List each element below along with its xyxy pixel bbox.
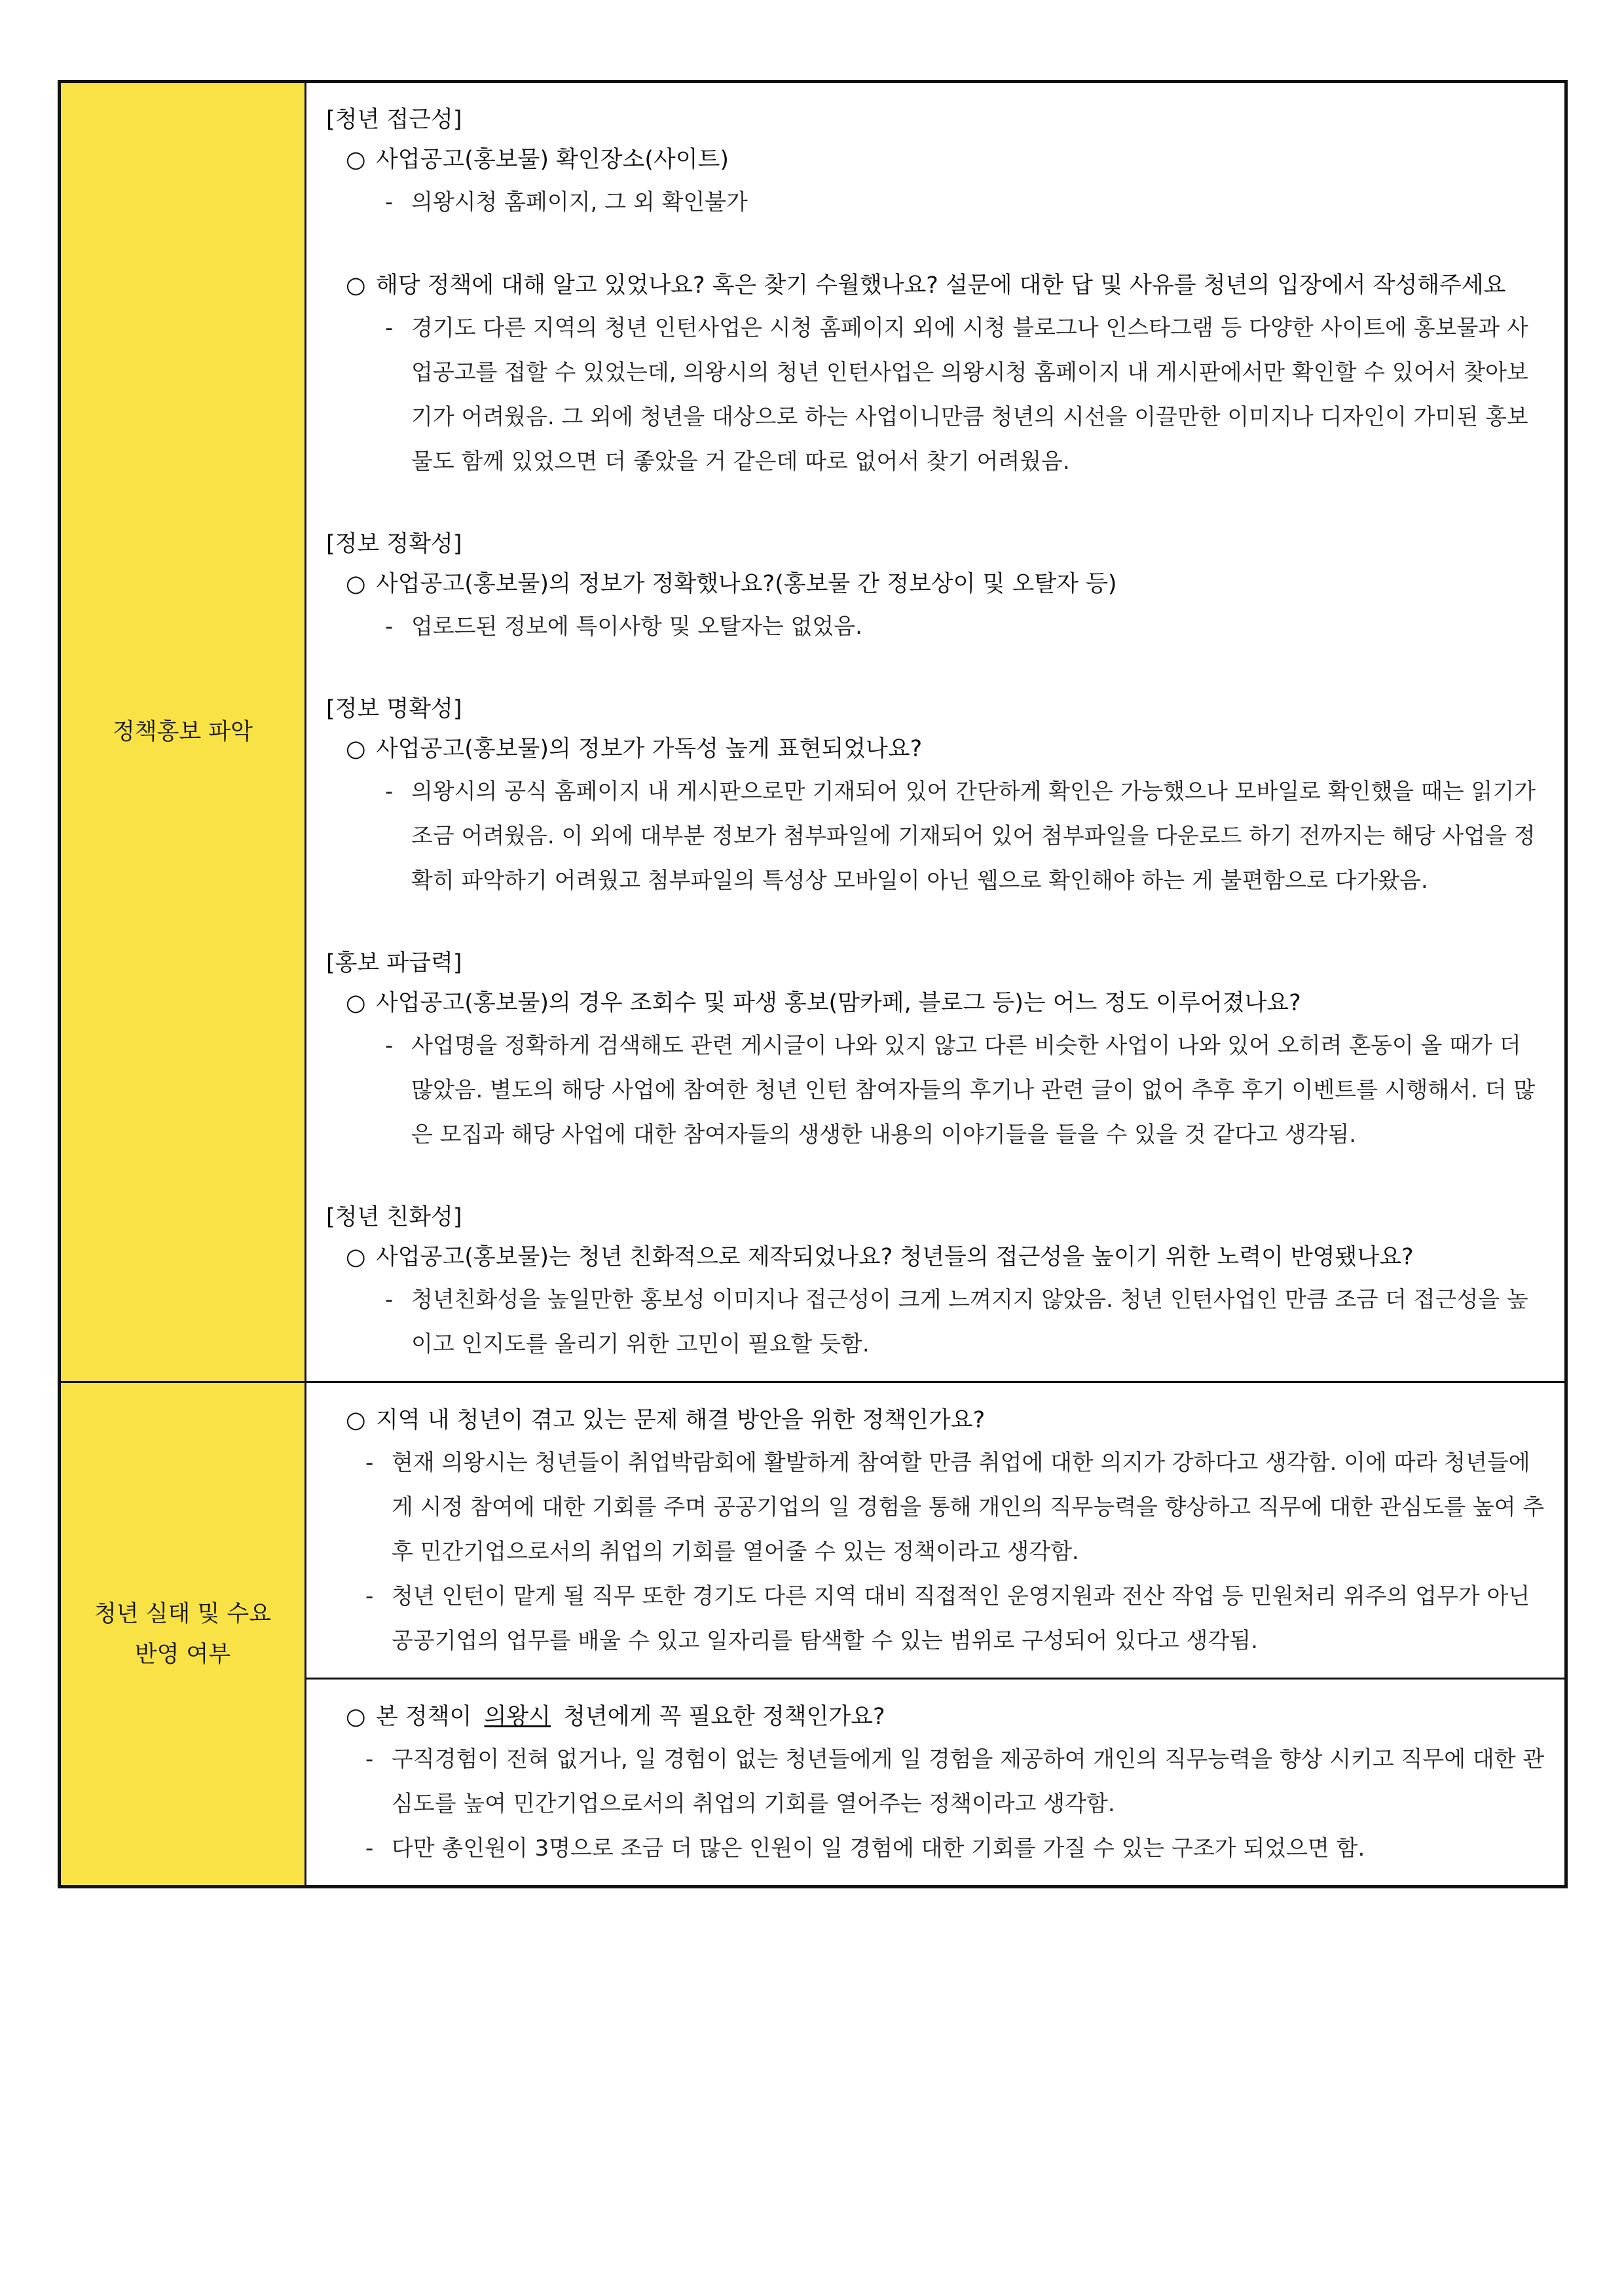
- evaluation-form: [58, 80, 1568, 1888]
- dash-bullet: -: [365, 1583, 374, 1609]
- promo-label: 정책홍보 파악: [113, 719, 253, 745]
- answer-item: [385, 1023, 1545, 1157]
- question-item: [346, 1237, 1545, 1277]
- circle-bullet-icon: ○: [346, 1704, 366, 1730]
- answer-text: 사업명을 정확하게 검색해도 관련 게시글이 나와 있지 않고 다른 비슷한 사업이 나와 있어 오히려 혼동이 올 때가 더 많았음. 별도의 해당 사업에 참여한 청년 인턴 참여자들의 후기나 관련 글이 없어 추후 후기 이벤트를 시행해서. 더 많은 모집과 해당 사업에 대한 참여자들의 생생한 내용의 이야기들을 들을 수 있을 것 같다고 생각됨.: [411, 1033, 1536, 1148]
- answer-text: 경기도 다른 지역의 청년 인턴사업은 시청 홈페이지 외에 시청 블로그나 인스타그램 등 다양한 사이트에 홍보물과 사업공고를 접할 수 있었는데, 의왕시의 청년 인턴사업은 의왕시청 홈페이지 내 게시판에서만 확인할 수 있어서 찾아보기가 어려웠음. 그 외에 청년을 대상으로 하는 사업이니만큼 청년의 시선을 이끌만한 이미지나 디자인이 가미된 홍보물도 함께 있었으면 더 좋았을 거 같은데 따로 없어서 찾기 어려웠음.: [411, 315, 1528, 475]
- question-prefix: 본 정책이: [376, 1704, 472, 1730]
- question-item: [346, 139, 1545, 180]
- demand-part1-cell: [306, 1382, 1566, 1679]
- dash-bullet: -: [385, 189, 394, 215]
- demand-label-line1: 청년 실태 및 수요: [94, 1600, 272, 1627]
- dash-bullet: -: [365, 1450, 374, 1476]
- answer-text: 의왕시의 공식 홈페이지 내 게시판으로만 기재되어 있어 간단하게 확인은 가능했으나 모바일로 확인했을 때는 읽기가 조금 어려웠음. 이 외에 대부분 정보가 첨부파일에 기재되어 있어 첨부파일을 다운로드 하기 전까지는 해당 사업을 정확히 파악하기 어려웠고 첨부파일의 특성상 모바일이 아닌 웹으로 확인해야 하는 게 불편함으로 다가왔음.: [411, 779, 1536, 894]
- section-title-friendliness: [청년 친화성]: [326, 1204, 462, 1230]
- dash-bullet: -: [385, 614, 394, 640]
- question-text: 사업공고(홍보물)의 경우 조회수 및 파생 홍보(맘카페, 블로그 등)는 어느 정도 이루어졌나요?: [376, 990, 1301, 1016]
- circle-bullet-icon: ○: [346, 1244, 366, 1270]
- demand-label-line2: 반영 여부: [134, 1641, 231, 1668]
- dash-bullet: -: [385, 1287, 394, 1313]
- demand-row-1: [60, 1382, 1566, 1679]
- question-item: [346, 1400, 1545, 1441]
- demand-label-cell: [60, 1382, 306, 1887]
- section-title-reach: [홍보 파급력]: [326, 950, 462, 976]
- question-item: [346, 983, 1545, 1023]
- answer-item: [385, 769, 1545, 903]
- question-text: 사업공고(홍보물)의 정보가 정확했나요?(홍보물 간 정보상이 및 오탈자 등): [376, 571, 1117, 597]
- answer-item: [385, 1277, 1545, 1367]
- question-item: [346, 564, 1545, 604]
- question-item: [346, 1697, 1545, 1737]
- circle-bullet-icon: ○: [346, 272, 366, 299]
- dash-bullet: -: [365, 1835, 374, 1862]
- question-text: 해당 정책에 대해 알고 있었나요? 혹은 찾기 수월했나요? 설문에 대한 답 및 사유를 청년의 입장에서 작성해주세요: [376, 272, 1506, 299]
- section-title-clarity: [정보 명확성]: [326, 696, 462, 722]
- dash-bullet: -: [385, 779, 394, 805]
- answer-text: 업로드된 정보에 특이사항 및 오탈자는 없었음.: [411, 614, 862, 640]
- answer-item: [365, 1737, 1545, 1826]
- question-item: [346, 265, 1545, 306]
- circle-bullet-icon: ○: [346, 147, 366, 173]
- evaluation-table: [58, 80, 1568, 1888]
- dash-bullet: -: [365, 1746, 374, 1772]
- dash-bullet: -: [385, 1033, 394, 1059]
- question-text: 사업공고(홍보물) 확인장소(사이트): [376, 147, 729, 173]
- answer-text: 구직경험이 전혀 없거나, 일 경험이 없는 청년들에게 일 경험을 제공하여 개인의 직무능력을 향상 시키고 직무에 대한 관심도를 높여 민간기업으로서의 취업의 기회를 열어주는 정책이라고 생각함.: [392, 1746, 1545, 1817]
- circle-bullet-icon: ○: [346, 571, 366, 597]
- question-suffix: 청년에게 꼭 필요한 정책인가요?: [563, 1704, 885, 1730]
- region-fill-in: 의왕시: [484, 1704, 551, 1730]
- demand-part2-cell: [306, 1679, 1566, 1887]
- answer-item: [365, 1574, 1545, 1663]
- promo-label-cell: [60, 82, 306, 1382]
- answer-text: 청년 인턴이 맡게 될 직무 또한 경기도 다른 지역 대비 직접적인 운영지원과 전산 작업 등 민원처리 위주의 업무가 아닌 공공기업의 업무를 배울 수 있고 일자리를 탐색할 수 있는 범위로 구성되어 있다고 생각됨.: [392, 1583, 1530, 1654]
- dash-bullet: -: [385, 315, 394, 341]
- answer-text: 청년친화성을 높일만한 홍보성 이미지나 접근성이 크게 느껴지지 않았음. 청년 인턴사업인 만큼 조금 더 접근성을 높이고 인지도를 올리기 위한 고민이 필요할 듯함.: [411, 1287, 1528, 1357]
- answer-item: [385, 604, 1545, 649]
- answer-text: 다만 총인원이 3명으로 조금 더 많은 인원이 일 경험에 대한 기회를 가질 수 있는 구조가 되었으면 함.: [392, 1835, 1365, 1862]
- section-title-accessibility: [청년 접근성]: [326, 107, 462, 133]
- question-item: [346, 729, 1545, 769]
- answer-item: [365, 1441, 1545, 1574]
- circle-bullet-icon: ○: [346, 736, 366, 762]
- circle-bullet-icon: ○: [346, 1407, 366, 1433]
- question-text: 지역 내 청년이 겪고 있는 문제 해결 방안을 위한 정책인가요?: [376, 1407, 986, 1433]
- answer-text: 현재 의왕시는 청년들이 취업박람회에 활발하게 참여할 만큼 취업에 대한 의지가 강하다고 생각함. 이에 따라 청년들에게 시정 참여에 대한 기회를 주며 공공기업의 일 경험을 통해 개인의 직무능력을 향상하고 직무에 대한 관심도를 높여 추후 민간기업으로서의 취업의 기회를 열어줄 수 있는 정책이라고 생각함.: [392, 1450, 1545, 1565]
- question-text: 사업공고(홍보물)는 청년 친화적으로 제작되었나요? 청년들의 접근성을 높이기 위한 노력이 반영됐나요?: [376, 1244, 1414, 1270]
- promo-row: [60, 82, 1566, 1382]
- question-text: 사업공고(홍보물)의 정보가 가독성 높게 표현되었나요?: [376, 736, 923, 762]
- section-title-accuracy: [정보 정확성]: [326, 531, 462, 557]
- answer-item: [385, 306, 1545, 484]
- answer-item: [385, 180, 1545, 225]
- answer-item: [365, 1826, 1545, 1871]
- circle-bullet-icon: ○: [346, 990, 366, 1016]
- answer-text: 의왕시청 홈페이지, 그 외 확인불가: [411, 189, 748, 215]
- promo-content-cell: [306, 82, 1566, 1382]
